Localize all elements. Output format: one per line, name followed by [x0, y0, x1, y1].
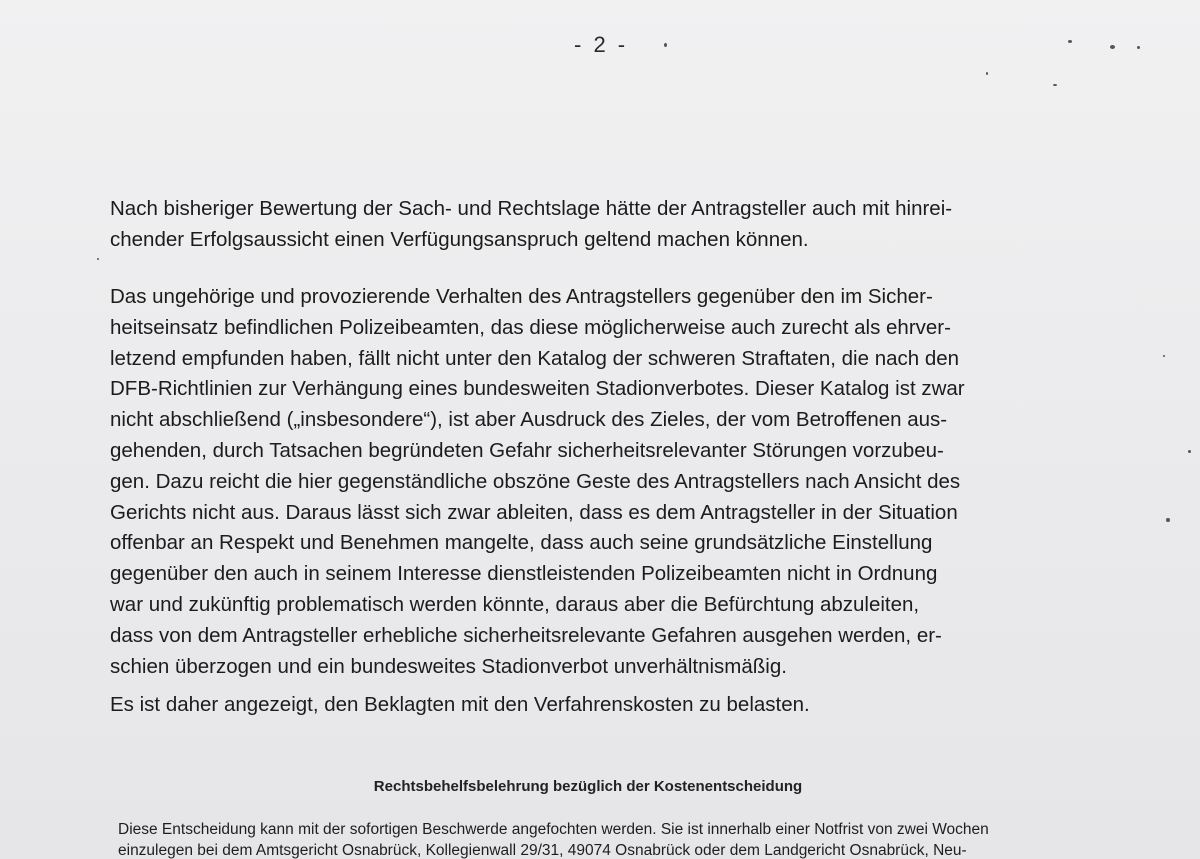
text-line: offenbar an Respekt und Benehmen mangelte, dass auch seine grundsätzliche Einstellung	[110, 531, 933, 555]
text-line: nicht abschließend („insbesondere“), ist aber Ausdruck des Zieles, der vom Betroffenen aus-	[110, 408, 948, 432]
text-line: DFB-Richtlinien zur Verhängung eines bundesweiten Stadionverbotes. Dieser Katalog ist zwar	[110, 377, 965, 401]
paragraph-1	[110, 194, 1060, 256]
text-line: gehenden, durch Tatsachen begründeten Gefahr sicherheitsrelevanter Störungen vorzubeu-	[110, 438, 944, 462]
text-line: gegenüber den auch in seinem Interesse dienstleistenden Polizeibeamten nicht in Ordnung	[110, 562, 938, 586]
text-line: letzend empfunden haben, fällt nicht unter den Katalog der schweren Straftaten, die nach den	[110, 346, 960, 370]
scan-speck	[1110, 45, 1115, 49]
text-line: einzulegen bei dem Amtsgericht Osnabrück, Kollegienwall 29/31, 49074 Osnabrück oder dem Landgericht Osnabrück, Neu-	[118, 842, 967, 859]
scan-speck	[1163, 355, 1165, 357]
text-line: Diese Entscheidung kann mit der sofortigen Beschwerde angefochten werden. Sie ist innerhalb einer Notfrist von zwei Wochen	[118, 821, 989, 838]
scan-speck	[986, 72, 988, 75]
rechtsbehelf-text	[118, 819, 989, 859]
scan-speck	[1068, 40, 1072, 43]
scan-speck	[664, 43, 667, 47]
paragraph-3	[110, 690, 1060, 721]
text-line: Das ungehörige und provozierende Verhalten des Antragstellers gegenüber den im Sicher-	[110, 285, 933, 308]
text-line: gen. Dazu reicht die hier gegenständliche obszöne Geste des Antragstellers nach Ansicht des	[110, 469, 961, 493]
text-line: Nach bisheriger Bewertung der Sach- und Rechtslage hätte der Antragsteller auch mit hinrei-	[110, 197, 953, 220]
text-line: chender Erfolgsaussicht einen Verfügungsanspruch geltend machen können.	[110, 227, 809, 251]
scan-speck	[97, 258, 99, 260]
text-line: Gerichts nicht aus. Daraus lässt sich zwar ableiten, dass es dem Antragsteller in der Situation	[110, 500, 958, 524]
scan-speck	[1188, 450, 1191, 453]
scan-speck	[1137, 46, 1140, 49]
text-line: heitseinsatz befindlichen Polizeibeamten, das diese möglicherweise auch zurecht als ehrver-	[110, 315, 951, 339]
page-number: - 2 -	[574, 32, 629, 57]
text-line: Es ist daher angezeigt, den Beklagten mit den Verfahrenskosten zu belasten.	[110, 693, 810, 716]
scan-speck	[1166, 518, 1170, 522]
paragraph-2	[110, 282, 1060, 682]
text-line: schien überzogen und ein bundesweites Stadionverbot unverhältnismäßig.	[110, 654, 787, 678]
rechtsbehelf-title: Rechtsbehelfsbelehrung bezüglich der Kostenentscheidung	[373, 778, 803, 795]
text-line: dass von dem Antragsteller erhebliche sicherheitsrelevante Gefahren ausgehen werden, er-	[110, 623, 942, 647]
text-line: war und zukünftig problematisch werden könnte, daraus aber die Befürchtung abzuleiten,	[110, 592, 920, 616]
scan-speck	[1053, 84, 1057, 86]
